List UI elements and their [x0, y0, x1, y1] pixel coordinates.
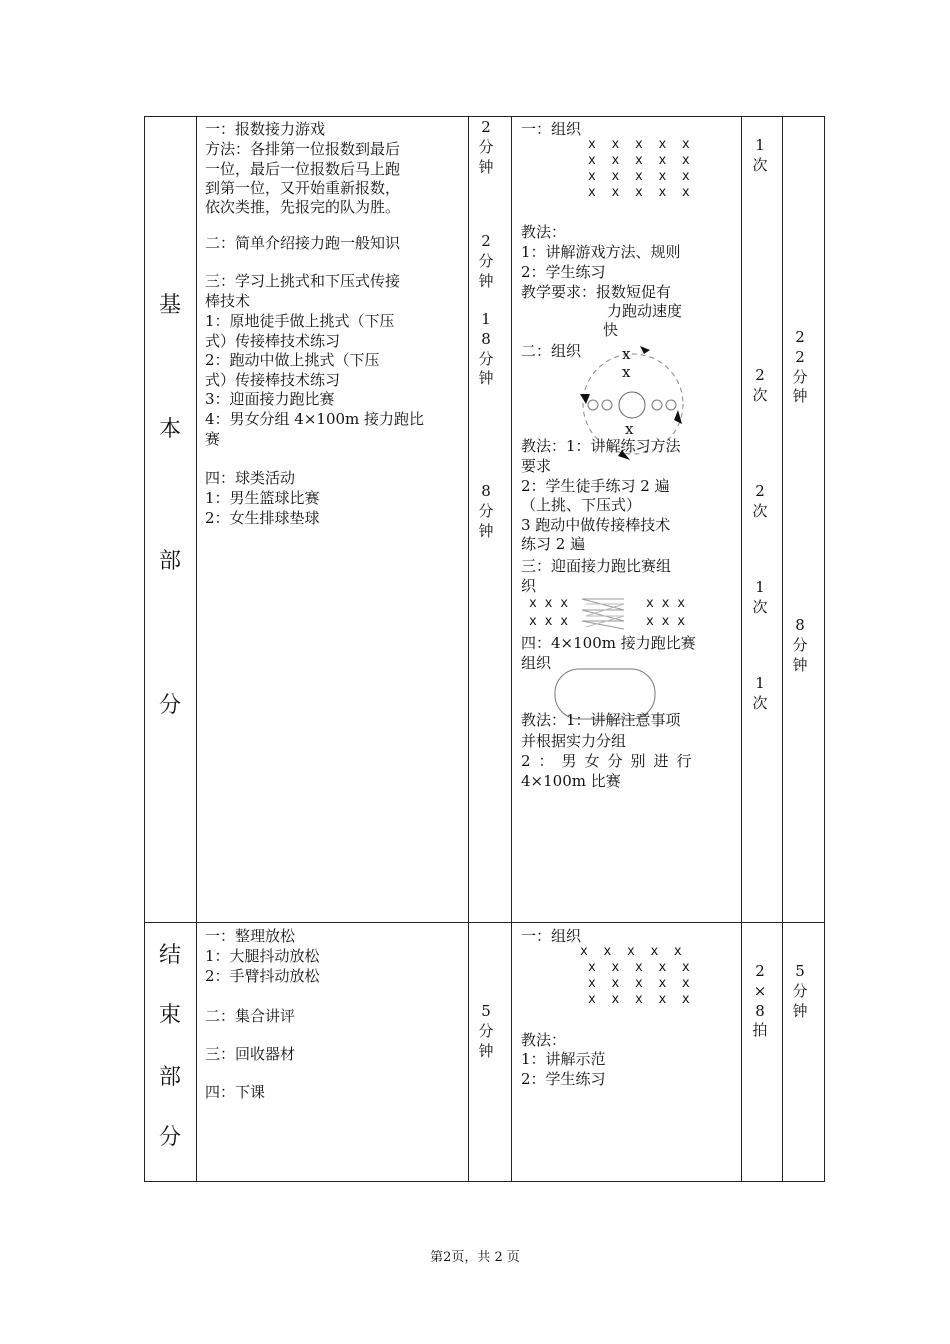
org-line: 组织 — [521, 654, 552, 672]
time-value: 2 分 钟 — [478, 232, 494, 290]
zigzag-path — [586, 604, 624, 627]
org-line: 织 — [521, 577, 537, 595]
section-char: 部 — [158, 1065, 181, 1090]
content-line: 1：大腿抖动放松 — [205, 947, 320, 965]
formation-row: x x x x x — [580, 944, 682, 959]
org-line: 教法： — [521, 223, 567, 241]
table-row-divider — [144, 922, 825, 923]
formation-row: x x x x x — [588, 185, 690, 200]
content-line: 2：手臂抖动放松 — [205, 967, 320, 985]
content-line: 二：集合讲评 — [205, 1007, 296, 1025]
content-line: 1：男生篮球比赛 — [205, 489, 320, 507]
section-char: 结 — [158, 943, 181, 968]
formation-row: x x x x x — [588, 169, 690, 184]
reps-value: 1 次 — [752, 674, 768, 712]
formation-row: x x x x x — [588, 992, 690, 1007]
team-row-right: x x x — [646, 614, 686, 629]
col-divider-4 — [741, 116, 742, 1182]
org-line: 一：组织 — [521, 927, 582, 945]
org-line: 教法： — [521, 1031, 567, 1049]
content-line: 1：原地徒手做上挑式（下压 — [205, 312, 395, 330]
content-line: 4：男女分组 4×100m 接力跑比 — [205, 410, 425, 428]
section-char: 分 — [158, 1125, 181, 1150]
table-border-left — [144, 116, 145, 1182]
formation-row: x x x x x — [588, 153, 690, 168]
col-divider-5 — [782, 116, 783, 1182]
time-value: 1 8 分 钟 — [478, 310, 494, 388]
content-line: 二：简单介绍接力跑一般知识 — [205, 234, 401, 252]
org-line: 1：讲解示范 — [521, 1050, 606, 1068]
col-divider-2 — [468, 116, 469, 1182]
content-line: 四：球类活动 — [205, 469, 296, 487]
content-line: 到第一位，又开始重新报数， — [205, 179, 401, 197]
org-line: 一：组织 — [521, 120, 582, 138]
content-line: 2：女生排球垫球 — [205, 509, 320, 527]
formation-row: x x x x x — [588, 960, 690, 975]
center-circle — [619, 392, 645, 418]
col-divider-3 — [511, 116, 512, 1182]
team-row-left: x x x — [529, 596, 569, 611]
content-line: 依次类推，先报完的队为胜。 — [205, 198, 401, 216]
org-line: 教学要求：报数短促有 — [521, 283, 672, 301]
col-divider-1 — [196, 116, 197, 1182]
table-border-right — [824, 116, 825, 1182]
total-time-value: 2 2 分 钟 — [792, 328, 808, 406]
section-char: 分 — [158, 693, 181, 718]
content-line: 式）传接棒技术练习 — [205, 332, 341, 350]
total-time-value: 5 分 钟 — [792, 962, 808, 1020]
org-line: 要求 — [521, 457, 552, 475]
runner-mark: x — [622, 363, 631, 381]
table-border-bottom — [144, 1181, 825, 1182]
reps-value: 2 次 — [752, 482, 768, 520]
marker-circle — [602, 400, 612, 410]
content-line: 三：回收器材 — [205, 1045, 296, 1063]
content-line: 四：下课 — [205, 1083, 266, 1101]
reps-value: 1 次 — [752, 578, 768, 616]
time-value: 5 分 钟 — [478, 1002, 494, 1060]
content-line: 式）传接棒技术练习 — [205, 371, 341, 389]
total-time-value: 8 分 钟 — [792, 616, 808, 674]
team-row-right: x x x — [646, 596, 686, 611]
runner-mark: x — [622, 345, 631, 363]
formation-row: x x x x x — [588, 137, 690, 152]
team-row-left: x x x — [529, 614, 569, 629]
content-line: 棒技术 — [205, 292, 251, 310]
org-line: 2：学生练习 — [521, 1070, 606, 1088]
section-char: 束 — [158, 1003, 181, 1028]
direction-arrow-icon — [640, 346, 650, 354]
org-line: 4×100m 比赛 — [521, 772, 621, 790]
content-line: 方法：各排第一位报数到最后 — [205, 140, 401, 158]
org-line: 并根据实力分组 — [521, 732, 627, 750]
org-line: 四：4×100m 接力跑比赛 — [521, 634, 696, 652]
org-line: （上挑、下压式） — [521, 496, 642, 514]
org-line: 教法：1：讲解练习方法 — [521, 437, 681, 455]
time-value: 2 分 钟 — [478, 118, 494, 176]
marker-circle — [666, 400, 676, 410]
org-line: 1：讲解游戏方法、规则 — [521, 243, 681, 261]
time-value: 8 分 钟 — [478, 482, 494, 540]
org-line: 3 跑动中做传接棒技术 — [521, 516, 671, 534]
content-line: 3：迎面接力跑比赛 — [205, 390, 335, 408]
content-line: 2：跑动中做上挑式（下压 — [205, 351, 380, 369]
org-line: 2：学生徒手练习 2 遍 — [521, 477, 670, 495]
org-line: 2：男女分别进行 — [521, 752, 700, 770]
formation-row: x x x x x — [588, 976, 690, 991]
marker-circle — [588, 400, 598, 410]
reps-value: 2 次 — [752, 366, 768, 404]
org-line: 力跑动速度 — [607, 302, 683, 320]
org-line: 教法：1：讲解注意事项 — [521, 711, 681, 729]
content-line: 一：报数接力游戏 — [205, 120, 326, 138]
org-line: 二：组织 — [521, 342, 582, 360]
org-line: 2：学生练习 — [521, 263, 606, 281]
org-line: 快 — [603, 321, 619, 339]
marker-circle — [652, 400, 662, 410]
org-line: 三：迎面接力跑比赛组 — [521, 557, 672, 575]
section-char: 基 — [158, 293, 181, 318]
table-border-top — [144, 116, 825, 117]
reps-value: 1 次 — [752, 136, 768, 174]
content-line: 一位，最后一位报数后马上跑 — [205, 160, 401, 178]
shuttle-run-arrows — [580, 596, 630, 630]
section-char: 本 — [158, 417, 181, 442]
org-line: 练习 2 遍 — [521, 535, 586, 553]
section-char: 部 — [158, 549, 181, 574]
content-line: 一：整理放松 — [205, 927, 296, 945]
content-line: 三：学习上挑式和下压式传接 — [205, 272, 401, 290]
content-line: 赛 — [205, 430, 221, 448]
page-footer: 第2页，共 2 页 — [430, 1250, 520, 1265]
reps-value: 2 × 8 拍 — [752, 962, 768, 1040]
runner-mark: x — [625, 420, 634, 438]
